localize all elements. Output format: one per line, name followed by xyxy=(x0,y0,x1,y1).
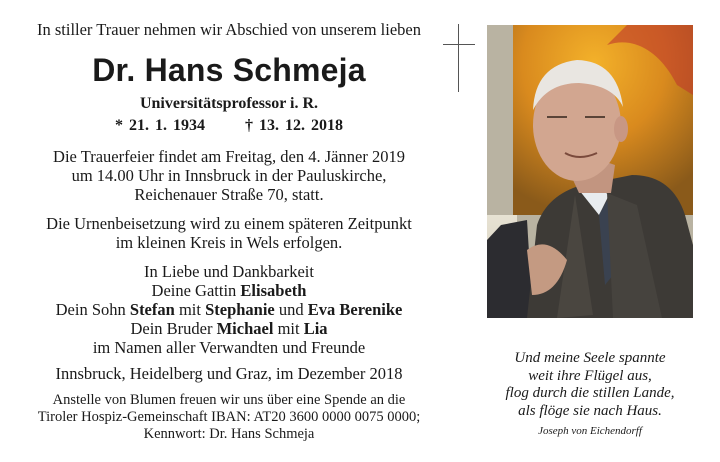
urn-burial-line: im kleinen Kreis in Wels erfolgen. xyxy=(115,233,343,252)
mourner-label: und xyxy=(274,300,308,319)
mourner-label: Dein Sohn xyxy=(55,300,130,319)
funeral-line: Die Trauerfeier findet am Freitag, den 4. Jänner 2019 xyxy=(53,147,405,166)
mourner-son xyxy=(0,300,458,319)
mourner-name: Stephanie xyxy=(205,300,275,319)
mourner-label: Deine Gattin xyxy=(151,281,241,300)
mourner-wife xyxy=(0,281,458,300)
mourner-name: Elisabeth xyxy=(240,281,307,300)
funeral-line: um 14.00 Uhr in Innsbruck in der Pauluskirche, xyxy=(71,166,387,185)
poem-line: Und meine Seele spannte xyxy=(514,350,666,366)
mourner-name: Eva Berenike xyxy=(307,300,403,319)
funeral-line: Reichenauer Straße 70, statt. xyxy=(134,185,324,204)
death-date: † 13. 12. 2018 xyxy=(245,117,343,134)
portrait-photo xyxy=(487,25,693,318)
mourner-brother xyxy=(0,319,458,338)
place-and-date: Innsbruck, Heidelberg und Graz, im Dezember 2018 xyxy=(55,364,403,383)
life-dates xyxy=(0,117,458,135)
poem-line: weit ihre Flügel aus, xyxy=(528,367,652,384)
deceased-name: Dr. Hans Schmeja xyxy=(92,52,366,88)
poem-author: Joseph von Eichendorff xyxy=(538,425,642,437)
mourners-intro: In Liebe und Dankbarkeit xyxy=(144,262,314,281)
birth-date: * 21. 1. 1934 xyxy=(115,117,205,134)
mourner-label: mit xyxy=(174,300,206,319)
mourner-label: mit xyxy=(273,319,304,338)
urn-burial-line: Die Urnenbeisetzung wird zu einem späteren Zeitpunkt xyxy=(46,214,412,233)
mourner-name: Lia xyxy=(303,319,328,338)
deceased-title: Universitätsprofessor i. R. xyxy=(139,95,319,112)
donation-line: Anstelle von Blumen freuen wir uns über eine Spende an die xyxy=(52,392,406,408)
mourner-name: Stefan xyxy=(129,300,175,319)
mourners-relatives: im Namen aller Verwandten und Freunde xyxy=(92,338,366,357)
intro-line: In stiller Trauer nehmen wir Abschied von unserem lieben xyxy=(36,20,421,39)
donation-line: Tiroler Hospiz-Gemeinschaft IBAN: AT20 3600 0000 0075 0000; xyxy=(37,409,421,425)
mourner-label: Dein Bruder xyxy=(130,319,217,338)
mourner-name: Michael xyxy=(216,319,274,338)
poem-line: als flöge sie nach Haus. xyxy=(518,402,662,419)
poem xyxy=(480,350,700,438)
donation-line: Kennwort: Dr. Hans Schmeja xyxy=(143,426,315,442)
poem-line: flog durch die stillen Lande, xyxy=(505,385,675,401)
